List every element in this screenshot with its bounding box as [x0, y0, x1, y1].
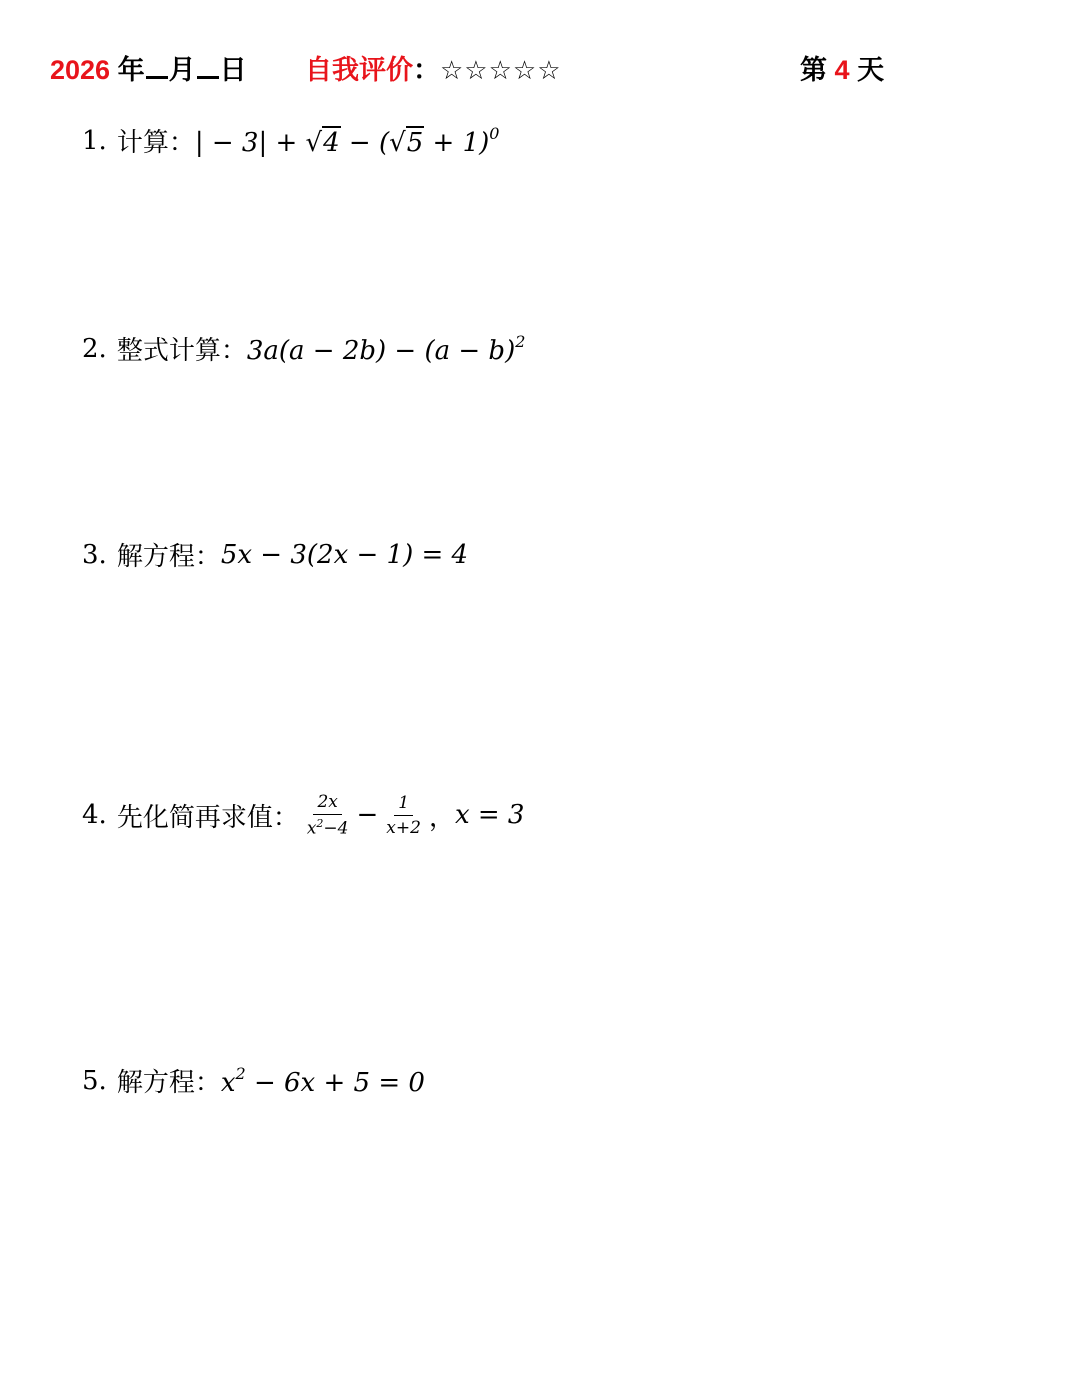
problem-4 [82, 792, 524, 839]
date-field [50, 48, 247, 87]
polynomial-expr: 3a(a − 2b) − (a − b) [246, 335, 516, 366]
fraction-1 [303, 792, 353, 839]
self-eval-label: 自我评价 [305, 55, 413, 85]
month-char: 月 [168, 55, 196, 85]
den-base: x [306, 818, 317, 839]
problem-label: 解方程： [116, 1068, 221, 1098]
fraction-2-denominator: x+2 [386, 817, 421, 838]
problem-number: 2. [82, 333, 107, 364]
problem-5 [82, 1062, 425, 1099]
worksheet-header [0, 48, 1080, 92]
problem-label: 整式计算： [116, 336, 247, 366]
minus-sign: − [356, 800, 379, 831]
day-suffix: 天 [857, 55, 885, 85]
abs-term: | − 3| + [194, 127, 306, 158]
problem-2 [82, 330, 525, 367]
condition: x = 3 [454, 800, 525, 831]
problem-expression [299, 792, 525, 839]
sqrt-term-2: √5 [389, 127, 424, 158]
exponent: 2 [235, 1063, 246, 1083]
radicand-2: 5 [406, 127, 424, 158]
fraction-2-numerator: 1 [394, 793, 413, 816]
problem-expression [247, 332, 526, 366]
day-blank[interactable] [197, 56, 219, 79]
day-prefix: 第 [800, 55, 827, 85]
base-var: x [220, 1067, 236, 1098]
month-blank[interactable] [146, 56, 168, 79]
star-rating[interactable]: ☆☆☆☆☆ [440, 56, 562, 86]
problem-label: 解方程： [116, 542, 221, 572]
problem-expression: 5x − 3(2x − 1) = 4 [220, 539, 469, 570]
problem-label: 先化简再求值： [116, 802, 299, 833]
exponent: 2 [515, 331, 526, 351]
problem-expression [221, 1064, 425, 1098]
fraction-2 [382, 793, 425, 838]
problem-number: 4. [82, 800, 107, 831]
equation-tail: − 6x + 5 = 0 [245, 1067, 425, 1098]
radicand-1: 4 [323, 127, 340, 158]
problem-number: 5. [82, 1065, 107, 1096]
year-text: 2026 [50, 55, 111, 85]
plus-one: + 1) [424, 127, 490, 158]
day-counter [800, 48, 884, 87]
sqrt-term-1: √4 [305, 127, 340, 158]
fraction-1-denominator [303, 815, 353, 839]
problem-3 [82, 536, 468, 573]
day-char: 日 [219, 55, 247, 85]
problem-1 [82, 122, 499, 159]
minus-paren: − ( [340, 127, 390, 158]
problem-number: 3. [82, 539, 107, 570]
problem-label: 计算： [116, 128, 195, 158]
fraction-1-numerator: 2x [313, 792, 341, 815]
exponent: 0 [489, 123, 500, 143]
day-number: 4 [834, 55, 850, 85]
self-evaluation [305, 48, 562, 87]
self-eval-colon: ： [413, 55, 440, 85]
den-tail: −4 [323, 818, 349, 839]
year-char: 年 [117, 55, 145, 85]
den-exponent: 2 [316, 817, 324, 830]
problem-expression [195, 124, 500, 158]
comma: ， [428, 802, 455, 833]
problem-number: 1. [82, 125, 107, 156]
